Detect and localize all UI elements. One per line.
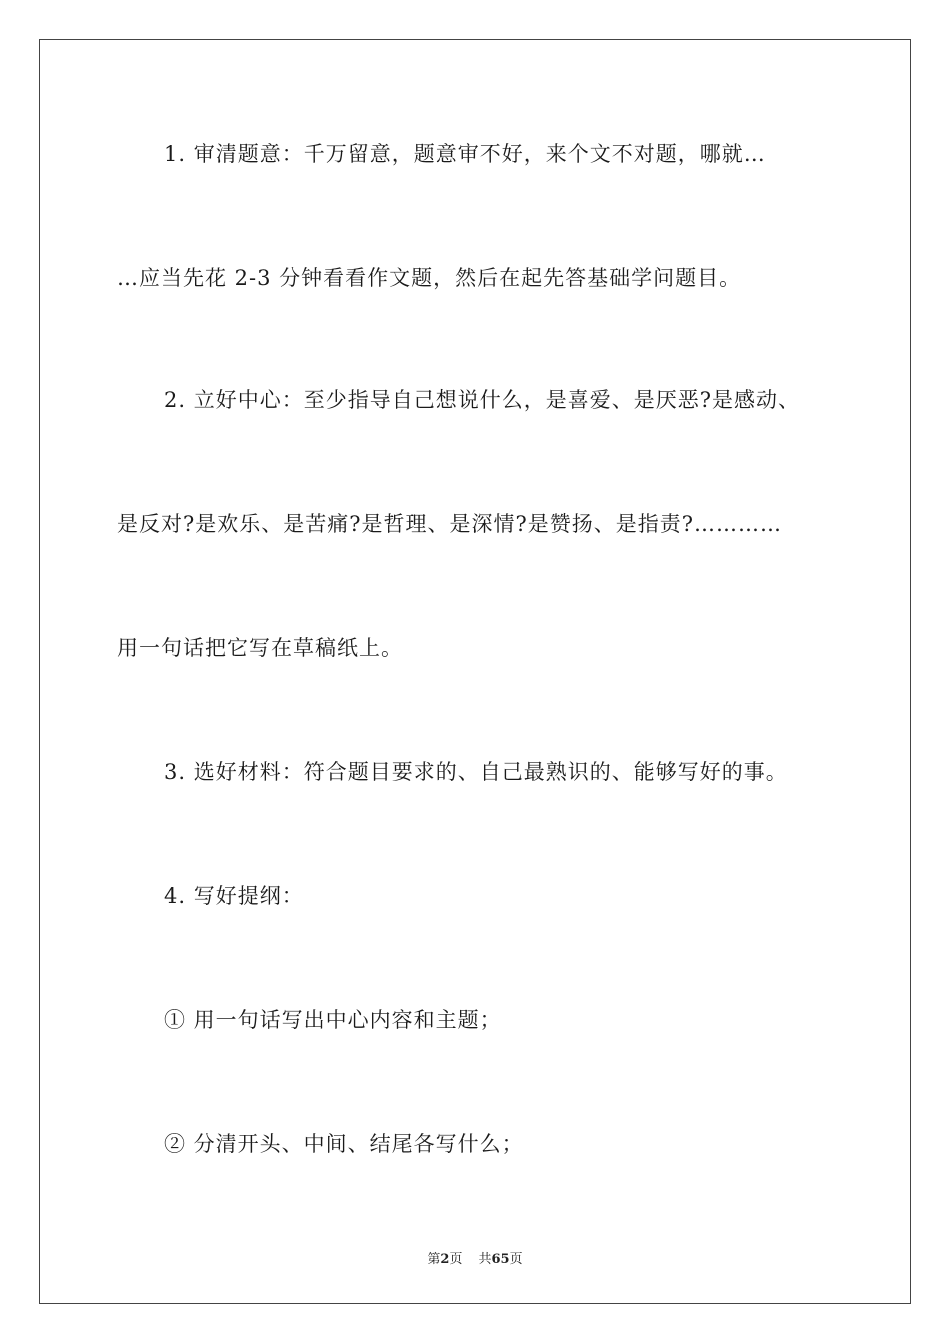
footer-total-prefix: 共 — [478, 1252, 492, 1267]
page-footer — [0, 1248, 950, 1267]
list-item-1: ① 用一句话写出中心内容和主题； — [164, 1008, 502, 1032]
paragraph-line-2: …应当先花 2-3 分钟看看作文题，然后在起先答基础学问题目。 — [117, 266, 742, 290]
paragraph-line-3: 2. 立好中心：至少指导自己想说什么，是喜爱、是厌恶?是感动、 — [164, 388, 800, 412]
footer-total-suffix: 页 — [509, 1252, 523, 1267]
footer-page-prefix: 第 — [427, 1252, 441, 1267]
page-border — [39, 39, 911, 1304]
paragraph-line-6: 3. 选好材料：符合题目要求的、自己最熟识的、能够写好的事。 — [164, 760, 788, 784]
paragraph-line-1: 1. 审清题意：千万留意，题意审不好，来个文不对题，哪就… — [164, 142, 766, 166]
footer-page-number: 2 — [440, 1252, 450, 1267]
footer-page-suffix: 页 — [449, 1252, 463, 1267]
paragraph-line-5: 用一句话把它写在草稿纸上。 — [117, 636, 403, 660]
paragraph-line-7: 4. 写好提纲： — [164, 884, 304, 908]
paragraph-line-4: 是反对?是欢乐、是苦痛?是哲理、是深情?是赞扬、是指责?………… — [117, 512, 783, 536]
footer-total-number: 65 — [491, 1252, 510, 1267]
list-item-2: ② 分清开头、中间、结尾各写什么； — [164, 1132, 524, 1156]
